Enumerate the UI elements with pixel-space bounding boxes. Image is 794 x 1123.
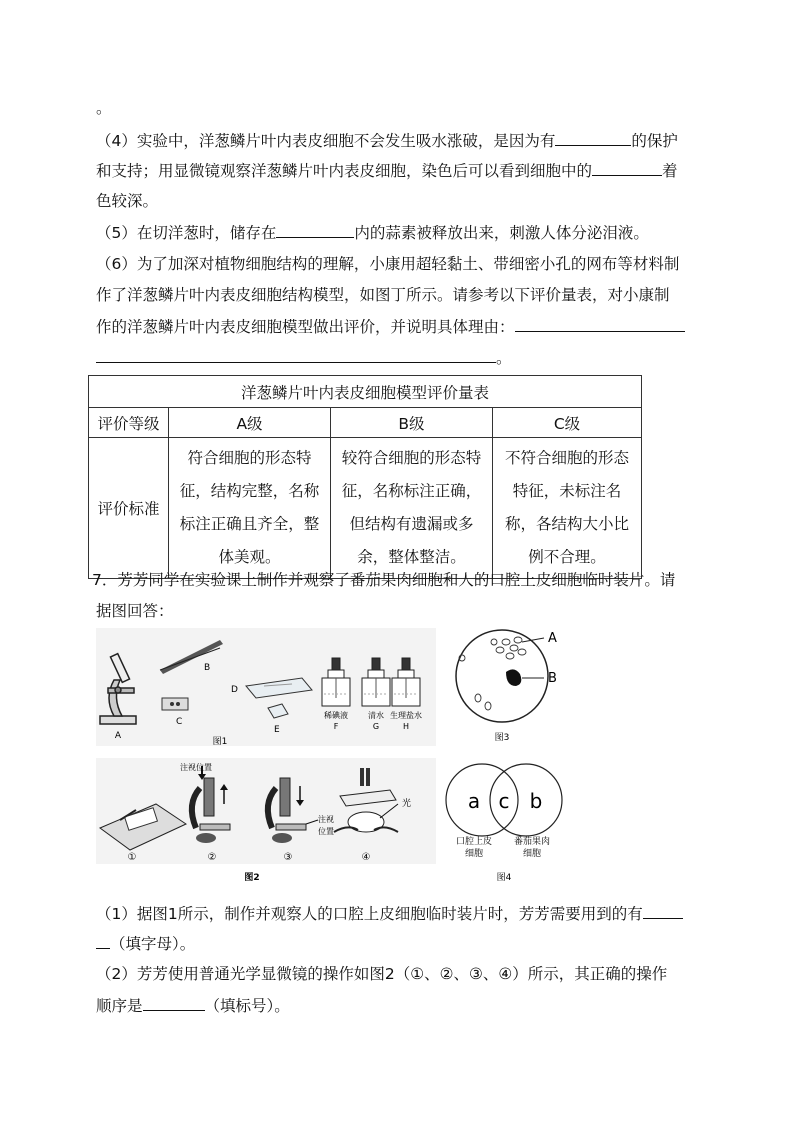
grade-a: A级 xyxy=(169,408,331,438)
figures-panel xyxy=(96,628,566,890)
bottle-f-name: 稀碘液 xyxy=(324,711,348,720)
figures-svg xyxy=(96,628,566,890)
fig2-light-label: 光 xyxy=(402,799,412,809)
fig2-gaze-label-2b: 位置 xyxy=(318,827,334,836)
fig1-label-c: C xyxy=(176,717,183,727)
fig3-label-a: A xyxy=(548,631,557,646)
criteria-c: 不符合细胞的形态特征，未标注名称，各结构大小比例不合理。 xyxy=(493,438,642,579)
answer-blank-6a[interactable] xyxy=(515,315,685,332)
question-6-line-3: 作的洋葱鳞片叶内表皮细胞模型做出评价，并说明具体理由： xyxy=(96,315,685,338)
venn-region-a: a xyxy=(467,789,481,813)
figure-1 xyxy=(96,628,436,747)
question-4-line-3: 色较深。 xyxy=(96,192,159,210)
question-7-1-line-2: （填字母）。 xyxy=(96,932,195,955)
question-6-line-1: （6）为了加深对植物细胞结构的理解，小康用超轻黏土、带细密小孔的网布等材料制 xyxy=(96,255,680,273)
question-6-line-4: 。 xyxy=(96,346,512,369)
answer-blank-7-1a[interactable] xyxy=(643,902,683,919)
leading-period: 。 xyxy=(96,99,112,117)
figure-2 xyxy=(96,758,436,883)
bottle-g-name: 清水 xyxy=(368,711,384,720)
figure-4 xyxy=(446,764,562,883)
question-7-line-1: 7．芳芳同学在实验课上制作并观察了番茄果肉细胞和人的口腔上皮细胞临时装片。请 xyxy=(92,571,676,589)
evaluation-rubric-table xyxy=(88,375,642,579)
figure-2-caption: 图2 xyxy=(244,873,260,883)
venn-region-b: b xyxy=(529,789,543,813)
question-4-line-1: （4）实验中，洋葱鳞片叶内表皮细胞不会发生吸水涨破，是因为有 的保护 xyxy=(96,129,678,152)
question-5-line: （5）在切洋葱时，储存在 内的蒜素被释放出来，刺激人体分泌泪液。 xyxy=(96,221,649,244)
question-4-line-2: 和支持；用显微镜观察洋葱鳞片叶内表皮细胞，染色后可以看到细胞中的 着 xyxy=(96,159,678,182)
fig4-right-label-2: 细胞 xyxy=(522,849,542,859)
rubric-title: 洋葱鳞片叶内表皮细胞模型评价量表 xyxy=(89,376,642,408)
criteria-label: 评价标准 xyxy=(89,438,169,579)
criteria-a: 符合细胞的形态特征，结构完整，名称标注正确且齐全，整体美观。 xyxy=(169,438,331,579)
figure-3 xyxy=(456,630,557,743)
bottle-f-letter: F xyxy=(333,722,339,731)
fig4-right-label-1: 番茄果肉 xyxy=(513,837,551,847)
bottle-h-letter: H xyxy=(402,722,410,731)
fig4-left-label-2: 细胞 xyxy=(464,849,484,859)
fig3-label-b: B xyxy=(548,671,557,686)
figure-4-caption: 图4 xyxy=(496,873,512,883)
criteria-b: 较符合细胞的形态特征，名称标注正确，但结构有遗漏或多余，整体整洁。 xyxy=(331,438,493,579)
fig2-gaze-label-2a: 注视 xyxy=(318,815,334,824)
answer-blank-7-2[interactable] xyxy=(143,994,205,1011)
answer-blank-4b[interactable] xyxy=(592,159,662,176)
grade-b: B级 xyxy=(331,408,493,438)
fig1-label-b: B xyxy=(204,663,211,673)
answer-blank-5[interactable] xyxy=(276,221,354,238)
fig2-step-1: ① xyxy=(127,852,137,863)
figure-1-caption: 图1 xyxy=(212,737,228,747)
figure-3-caption: 图3 xyxy=(494,733,510,743)
fig1-label-d: D xyxy=(231,685,238,695)
razor-blade-icon xyxy=(162,698,188,710)
fig2-step-4: ④ xyxy=(361,852,371,863)
grade-label: 评价等级 xyxy=(89,408,169,438)
fig2-step-3: ③ xyxy=(283,852,293,863)
question-7-2-line-2: 顺序是 （填标号）。 xyxy=(96,994,290,1017)
fig2-gaze-label-1: 注视位置 xyxy=(180,763,212,772)
fig1-label-e: E xyxy=(274,725,280,735)
fig1-label-a: A xyxy=(114,731,122,741)
question-7-2-line-1: （2）芳芳使用普通光学显微镜的操作如图2（①、②、③、④）所示，其正确的操作 xyxy=(96,965,668,983)
grade-c: C级 xyxy=(493,408,642,438)
bottle-g-letter: G xyxy=(372,722,380,731)
answer-blank-4a[interactable] xyxy=(555,129,631,146)
venn-region-c: c xyxy=(498,789,510,813)
answer-blank-6b[interactable] xyxy=(96,346,496,363)
answer-blank-7-1b[interactable] xyxy=(96,932,110,949)
fig4-left-label-1: 口腔上皮 xyxy=(455,837,493,847)
question-7-1-line-1: （1）据图1所示，制作并观察人的口腔上皮细胞临时装片时，芳芳需要用到的有 xyxy=(96,902,683,925)
question-7-line-2: 据图回答： xyxy=(96,602,174,620)
question-6-line-2: 作了洋葱鳞片叶内表皮细胞结构模型，如图丁所示。请参考以下评价量表，对小康制 xyxy=(96,286,670,304)
fig2-step-2: ② xyxy=(207,852,217,863)
bottle-h-name: 生理盐水 xyxy=(390,711,422,720)
